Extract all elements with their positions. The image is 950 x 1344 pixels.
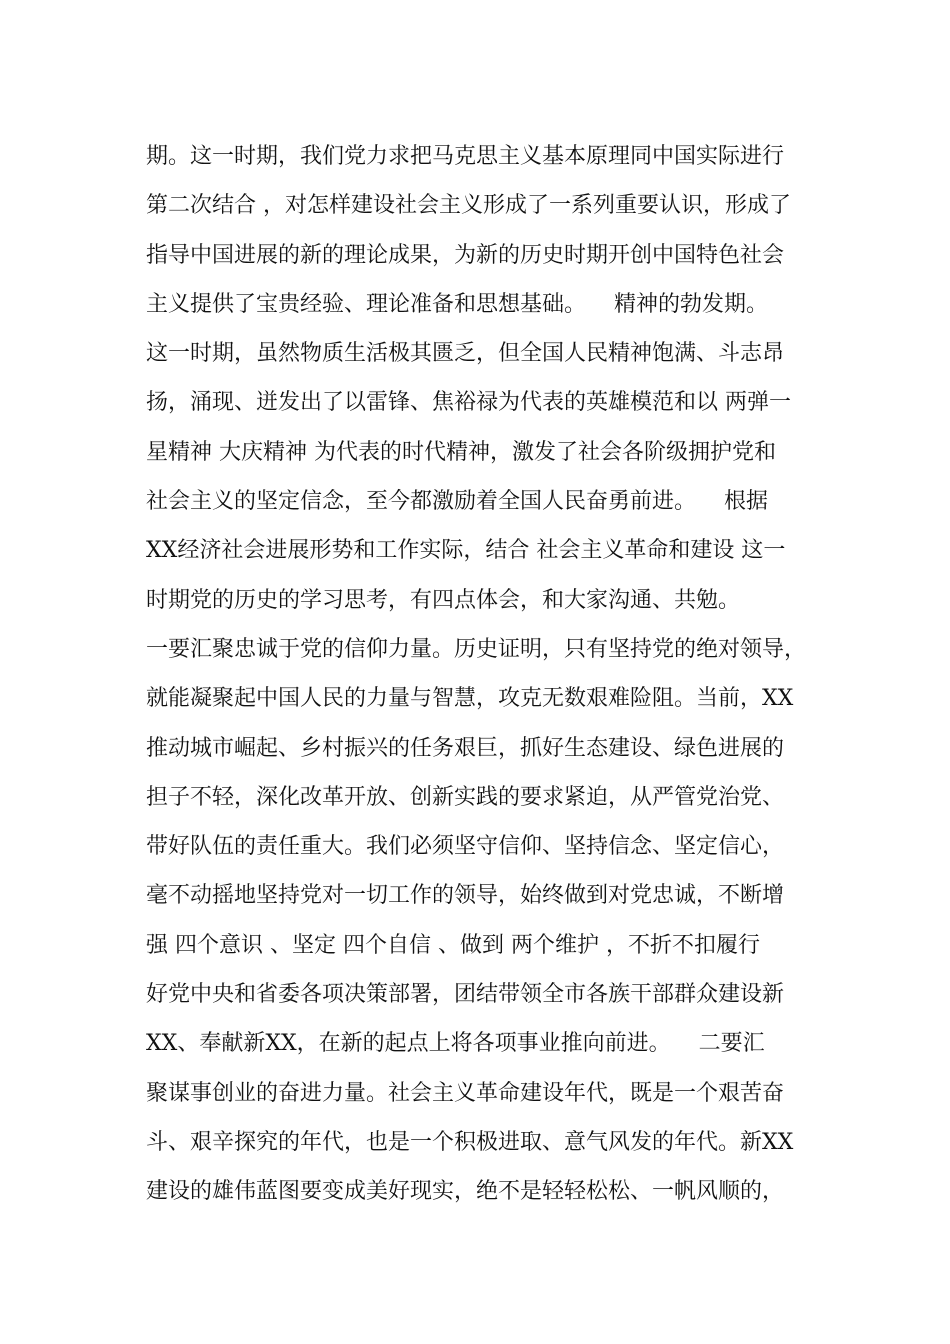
text-line: 好党中央和省委各项决策部署，团结带领全市各族干部群众建设新 [146,982,785,1008]
text-line: 斗、艰辛探究的年代，也是一个积极进取、意气风发的年代。新XX [146,1129,794,1155]
text-line: 扬，涌现、迸发出了以雷锋、焦裕禄为代表的英雄模范和以 两弹一 [146,390,791,416]
text-line: 毫不动摇地坚持党对一切工作的领导，始终做到对党忠诚，不断增 [146,883,785,909]
text-line: 时期党的历史的学习思考，有四点体会，和大家沟通、共勉。 [146,587,741,613]
text-line: 担子不轻，深化改革开放、创新实践的要求紧迫，从严管党治党、 [146,784,785,810]
text-line: 主义提供了宝贵经验、理论准备和思想基础。 精神的勃发期。 [146,291,768,317]
text-line: 带好队伍的责任重大。我们必须坚守信仰、坚持信念、坚定信心， [146,834,785,860]
text-line: 推动城市崛起、乡村振兴的任务艰巨，抓好生态建设、绿色进展的 [146,735,785,761]
text-line: 第二次结合 ，对怎样建设社会主义形成了一系列重要认识，形成了 [146,193,791,219]
text-line: 指导中国进展的新的理论成果，为新的历史时期开创中国特色社会 [146,242,785,268]
text-line: 这一时期，虽然物质生活极其匮乏，但全国人民精神饱满、斗志昂 [146,341,785,367]
text-line: 强 四个意识 、坚定 四个自信 、做到 两个维护 ，不折不扣履行 [146,932,760,958]
text-line: 一要汇聚忠诚于党的信仰力量。历史证明，只有坚持党的绝对领导， [146,636,807,662]
body-text [146,132,826,1217]
text-line: 建设的雄伟蓝图要变成美好现实，绝不是轻轻松松、一帆风顺的， [146,1179,785,1205]
text-line: 社会主义的坚定信念，至今都激励着全国人民奋勇前进。 根据 [146,489,768,515]
text-line: 期。这一时期，我们党力求把马克思主义基本原理同中国实际进行 [146,144,785,169]
text-line: XX经济社会进展形势和工作实际，结合 社会主义革命和建设 这一 [146,538,786,564]
text-line: 就能凝聚起中国人民的力量与智慧，攻克无数艰难险阻。当前，XX [146,686,794,712]
text-line: 聚谋事创业的奋进力量。社会主义革命建设年代，既是一个艰苦奋 [146,1080,785,1106]
text-line: XX、奉献新XX，在新的起点上将各项事业推向前进。 二要汇 [146,1031,765,1057]
text-line: 星精神 大庆精神 为代表的时代精神，激发了社会各阶级拥护党和 [146,439,776,465]
